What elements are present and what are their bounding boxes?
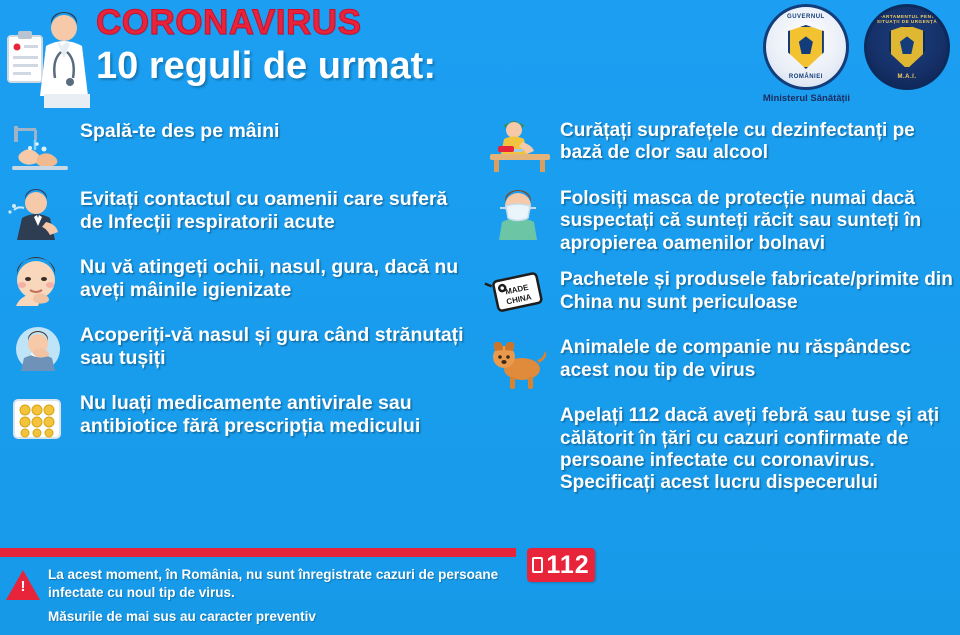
footer-text-block xyxy=(48,566,520,627)
rule-item xyxy=(484,267,954,323)
rule-text: Apelați 112 dacă aveți febră sau tuse și ați călătorit în țări cu cazuri confirmate de persoane infectate cu coronavirus. Specificați acest lucru dispecerului xyxy=(560,405,940,494)
rule-text: Curățați suprafețele cu dezinfectanți pe bază de clor sau alcool xyxy=(560,120,915,164)
seal-ring-bottom: ROMÂNIEI xyxy=(788,74,823,80)
emergency-number-badge xyxy=(527,548,595,582)
coughing-man-icon xyxy=(4,186,76,242)
svg-text:MADE: MADE xyxy=(504,282,530,297)
footer-note xyxy=(0,566,520,627)
title-block xyxy=(96,4,436,88)
emblem-dsu-mai xyxy=(864,4,950,93)
footer-divider xyxy=(0,548,516,557)
phone-handset-icon xyxy=(532,557,543,573)
rule-item xyxy=(4,186,474,242)
rule-item xyxy=(484,335,954,391)
rule-text: Pachetele și produsele fabricate/primite din China nu sunt periculoase xyxy=(560,269,953,313)
rule-item xyxy=(484,186,954,255)
rule-text: Evitați contactul cu oamenii care suferă de Infecții respiratorii acute xyxy=(80,188,448,233)
dog-pet-icon xyxy=(484,335,556,391)
footer-line-1: La acest moment, în România, nu sunt înregistrate cazuri de persoane infectate cu noul tip de virus. xyxy=(48,567,499,601)
guvernul-romaniei-seal-icon xyxy=(763,4,849,90)
emergency-number-text: 112 xyxy=(546,550,590,579)
pills-blister-icon xyxy=(4,390,76,446)
rule-text: Spală-te des pe mâini xyxy=(80,120,280,142)
rule-item xyxy=(484,118,954,174)
seal-ring-top: GUVERNUL xyxy=(787,14,825,20)
rules-column-left xyxy=(0,118,480,507)
page-subtitle: 10 reguli de urmat: xyxy=(96,44,436,87)
sneeze-cover-icon xyxy=(4,322,76,378)
handwashing-icon xyxy=(4,118,76,174)
made-in-china-tag-icon xyxy=(484,267,556,323)
rule-item xyxy=(4,322,474,378)
rule-text: Nu luați medicamente antivirale sau antibiotice fără prescripția medicului xyxy=(80,392,421,437)
poster-header xyxy=(0,0,960,118)
rule-text: Animalele de companie nu răspândesc acest nou tip de virus xyxy=(560,337,911,381)
surface-cleaning-icon xyxy=(484,118,556,174)
rule-item xyxy=(4,254,474,310)
rule-item xyxy=(484,403,954,495)
rules-columns xyxy=(0,118,960,507)
rule-text: Acoperiți-vă nasul și gura când strănutați sau tușiți xyxy=(80,324,464,369)
dsu-mai-seal-icon xyxy=(864,4,950,90)
rule-item xyxy=(4,390,474,446)
official-emblems xyxy=(763,4,950,104)
rules-column-right xyxy=(480,118,960,507)
rule-text: Nu vă atingeți ochii, nasul, gura, dacă nu aveți mâinile igienizate xyxy=(80,256,459,301)
warning-triangle-icon xyxy=(6,570,40,602)
seal-ring-top: DEPARTAMENTUL PENTRU SITUAȚII DE URGENȚĂ xyxy=(871,14,943,24)
seal-ring-bottom: M.A.I. xyxy=(897,74,917,80)
face-touch-icon xyxy=(4,254,76,310)
face-mask-icon xyxy=(484,186,556,242)
rule-text: Folosiți masca de protecție numai dacă suspectați că sunteți răcit sau sunteți în apropierea oamenilor bolnavi xyxy=(560,188,922,254)
svg-text:CHINA: CHINA xyxy=(505,292,533,307)
rule-item xyxy=(4,118,474,174)
emblem-guvernul-romaniei xyxy=(763,4,850,104)
doctor-clipboard-icon xyxy=(6,6,98,110)
footer-line-2: Măsurile de mai sus au caracter preventiv xyxy=(48,609,316,625)
ministry-caption: Ministerul Sănătății xyxy=(762,93,850,104)
page-title: CORONAVIRUS xyxy=(96,3,362,42)
